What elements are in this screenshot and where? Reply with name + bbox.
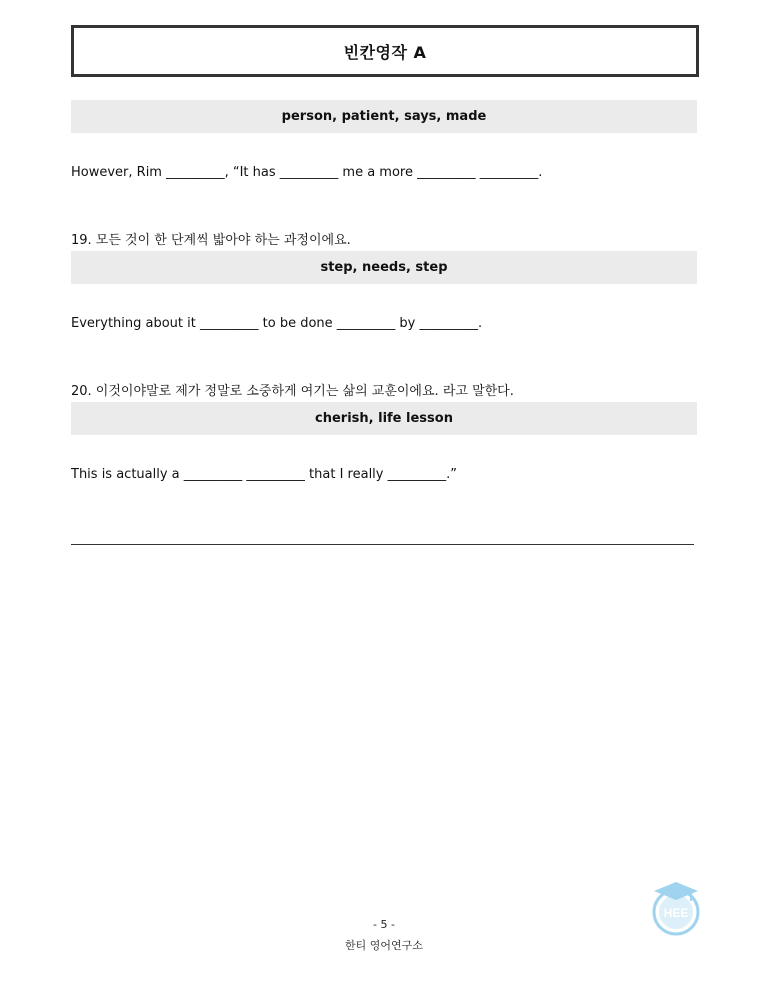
page-title-text: 빈칸영작 A: [343, 42, 427, 62]
publisher-name: 한티 영어연구소: [345, 939, 423, 952]
page-title: [71, 25, 699, 77]
english-sentence: This is actually a _________ _________ that I really _________.”: [71, 467, 457, 482]
keyword-text: step, needs, step: [320, 260, 448, 275]
english-sentence: However, Rim _________, “It has _________ me a more _________ _________.: [71, 165, 543, 180]
answer-line-divider: [71, 544, 694, 545]
svg-text:HEE: HEE: [663, 906, 689, 920]
korean-prompt: 20. 이것이야말로 제가 정말로 소중하게 여기는 삶의 교훈이에요. 라고 말한다.: [71, 384, 514, 399]
keyword-box: [71, 402, 697, 435]
page-number: - 5 -: [373, 918, 395, 931]
keyword-box: [71, 100, 697, 133]
keyword-text: person, patient, says, made: [281, 109, 487, 124]
keyword-text: cherish, life lesson: [315, 411, 453, 426]
english-sentence: Everything about it _________ to be done _________ by _________.: [71, 316, 483, 331]
korean-prompt: 19. 모든 것이 한 단계씩 밟아야 하는 과정이에요.: [71, 233, 351, 248]
keyword-box: [71, 251, 697, 284]
